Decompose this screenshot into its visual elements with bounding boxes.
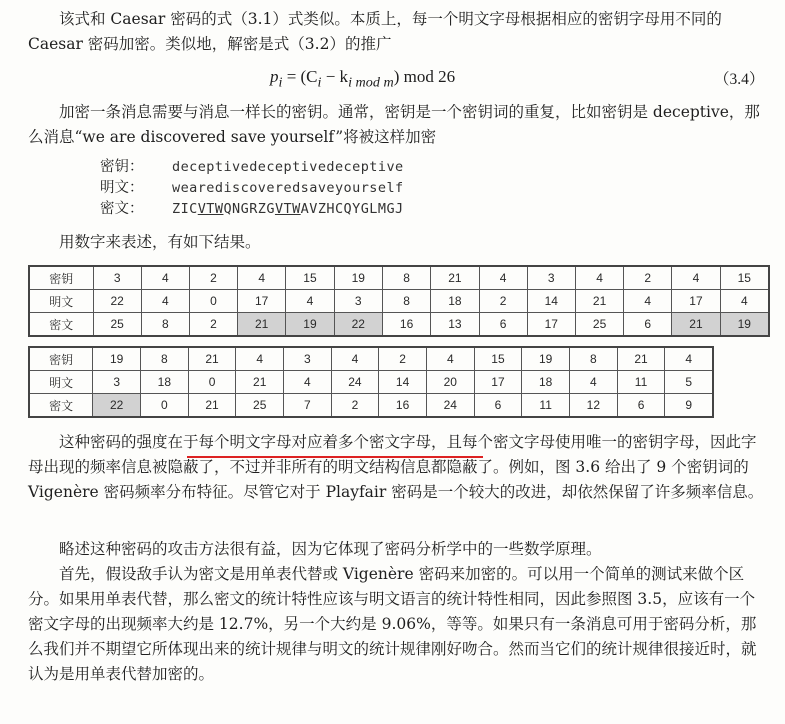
table-cell: 8 [570, 347, 618, 371]
table-cell: 4 [238, 266, 286, 290]
table-cell: 4 [570, 371, 618, 394]
table-row [29, 371, 713, 394]
table-cell: 22 [93, 290, 141, 313]
ciphertext-value: ZICVTWQNGRZGVTWAVZHCQYGLMGJ [172, 201, 404, 217]
table-cell: 18 [522, 371, 570, 394]
plaintext-value: wearediscoveredsaveyourself [172, 180, 404, 196]
table-cell: 4 [286, 290, 334, 313]
table-cell: 2 [189, 313, 237, 337]
table-cell: 17 [672, 290, 720, 313]
table-cell: 4 [624, 290, 672, 313]
table-cell: 2 [479, 290, 527, 313]
table-row [29, 290, 769, 313]
table-cell: 14 [379, 371, 427, 394]
table-cell: 18 [431, 290, 479, 313]
table-cell: 3 [284, 347, 331, 371]
table-cell: 21 [672, 313, 720, 337]
red-underlined-phrase: 在于每个明文字母对应着多个密文字母 [167, 433, 432, 451]
table-cell: 21 [575, 290, 623, 313]
table-cell: 15 [286, 266, 334, 290]
table-cell: 16 [379, 394, 427, 418]
table-cell: 4 [575, 266, 623, 290]
red-underline [187, 456, 483, 458]
table-cell: 11 [617, 371, 665, 394]
table-cell: 4 [331, 347, 379, 371]
table-cell: 13 [431, 313, 479, 337]
table-cell: 17 [527, 313, 575, 337]
paragraph-strength: 这种密码的强度在于每个明文字母对应着多个密文字母，且每个密文字母使用唯一的密钥字母，因此字母出现的频率信息被隐蔽了，不过并非所有的明文结构信息都隐蔽了。例如，图 3.6 给出了 9 个密钥词的 Vigenère 密码频率分布特征。尽管它对于 Playfair 密码是一个较大的改进，却依然保留了许多频率信息。 [28, 433, 764, 501]
table-cell: 2 [331, 394, 379, 418]
table-cell: 17 [238, 290, 286, 313]
table-cell: 6 [474, 394, 522, 418]
table-cell: 0 [141, 394, 189, 418]
table-cell: 6 [479, 313, 527, 337]
table-cell: 20 [426, 371, 474, 394]
paragraph-attack: 略述这种密码的攻击方法很有益，因为它体现了密码分析学中的一些数学原理。 [59, 540, 602, 558]
table-cell: 19 [93, 347, 141, 371]
ciphertext-label: 密文： [100, 201, 144, 217]
formula-number: （3.4） [714, 71, 765, 88]
table-cell: 15 [474, 347, 522, 371]
key-label: 密钥： [100, 159, 144, 175]
table-cell: 3 [93, 371, 141, 394]
table-cell: 25 [575, 313, 623, 337]
table-cell: 15 [720, 266, 769, 290]
table-row [29, 266, 769, 290]
table-cell: 4 [672, 266, 720, 290]
paragraph-monoalphabetic-test: 首先，假设敌手认为密文是用单表代替或 Vigenère 密码来加密的。可以用一个简单的测试来做个区分。如果用单表代替，那么密文的统计特性应该与明文语言的统计特性相同，因此参照图 3.5，应该有一个密文字母的出现频率大约是 12.7%，另一个大约是 9.06%，等等。如果只有一条消息可用于密码分析，那么我们并不期望它所体现出来的统计规律与明文的统计规律刚好吻合。然而当它们的统计规律很接近时，就认为是用单表代替加密的。 [28, 565, 757, 683]
plaintext-row [100, 178, 404, 199]
table-cell: 4 [141, 290, 189, 313]
repeated-sequence: VTW [197, 201, 224, 217]
row-label: 密文 [29, 313, 93, 337]
paragraph-numeric-intro: 用数字来表述，有如下结果。 [59, 233, 261, 251]
row-label: 明文 [29, 290, 93, 313]
formula-3-4 [0, 67, 785, 91]
table-cell: 21 [431, 266, 479, 290]
table-cell: 19 [522, 347, 570, 371]
row-label: 明文 [29, 371, 93, 394]
row-label: 密钥 [29, 266, 93, 290]
paragraph-intro: 该式和 Caesar 密码的式（3.1）式类似。本质上，每一个明文字母根据相应的密钥字母用不同的 Caesar 密码加密。类似地，解密是式（3.2）的推广 [28, 10, 722, 53]
table-cell: 11 [522, 394, 570, 418]
plaintext-label: 明文： [100, 180, 144, 196]
numeric-table-1 [28, 265, 770, 337]
table-row [29, 394, 713, 418]
table-cell: 21 [236, 371, 284, 394]
table-cell: 24 [426, 394, 474, 418]
table-row [29, 313, 769, 337]
table-cell: 0 [188, 371, 236, 394]
table-cell: 5 [665, 371, 713, 394]
table-cell: 19 [720, 313, 769, 337]
table-cell: 21 [188, 394, 236, 418]
table-cell: 19 [286, 313, 334, 337]
table-cell: 4 [665, 347, 713, 371]
encryption-example [100, 157, 404, 220]
key-row [100, 157, 404, 178]
table-cell: 25 [93, 313, 141, 337]
table-cell: 0 [189, 290, 237, 313]
table-cell: 8 [141, 347, 189, 371]
table-cell: 18 [141, 371, 189, 394]
repeated-sequence: VTW [274, 201, 301, 217]
table-cell: 2 [189, 266, 237, 290]
table-cell: 9 [665, 394, 713, 418]
table-cell: 2 [379, 347, 427, 371]
table-cell: 16 [382, 313, 430, 337]
table-cell: 12 [570, 394, 618, 418]
table-cell: 3 [93, 266, 141, 290]
table-cell: 8 [382, 290, 430, 313]
formula-expression: $p_i = (C_i - k_{i mod m})$ mod 26 [270, 67, 456, 91]
table-cell: 17 [474, 371, 522, 394]
table-cell: 4 [236, 347, 284, 371]
table-cell: 8 [141, 313, 189, 337]
table-cell: 14 [527, 290, 575, 313]
table-cell: 3 [334, 290, 382, 313]
table-cell: 4 [284, 371, 331, 394]
table-cell: 4 [720, 290, 769, 313]
table-cell: 22 [93, 394, 141, 418]
table-cell: 21 [617, 347, 665, 371]
table-cell: 6 [624, 313, 672, 337]
table-cell: 7 [284, 394, 331, 418]
table-cell: 2 [624, 266, 672, 290]
row-label: 密钥 [29, 347, 93, 371]
table-cell: 22 [334, 313, 382, 337]
table-row [29, 347, 713, 371]
table-cell: 25 [236, 394, 284, 418]
table-cell: 19 [334, 266, 382, 290]
table-cell: 4 [426, 347, 474, 371]
table-cell: 3 [527, 266, 575, 290]
table-cell: 24 [331, 371, 379, 394]
numeric-table-2 [28, 346, 714, 418]
row-label: 密文 [29, 394, 93, 418]
table-cell: 21 [188, 347, 236, 371]
table-cell: 8 [382, 266, 430, 290]
key-value: deceptivedeceptivedeceptive [172, 159, 404, 175]
table-cell: 6 [617, 394, 665, 418]
table-cell: 4 [141, 266, 189, 290]
table-cell: 21 [238, 313, 286, 337]
table-cell: 4 [479, 266, 527, 290]
ciphertext-row [100, 199, 404, 220]
paragraph-key-explanation: 加密一条消息需要与消息一样长的密钥。通常，密钥是一个密钥词的重复，比如密钥是 deceptive，那么消息“we are discovered save yourself”将被这样加密 [28, 103, 760, 146]
